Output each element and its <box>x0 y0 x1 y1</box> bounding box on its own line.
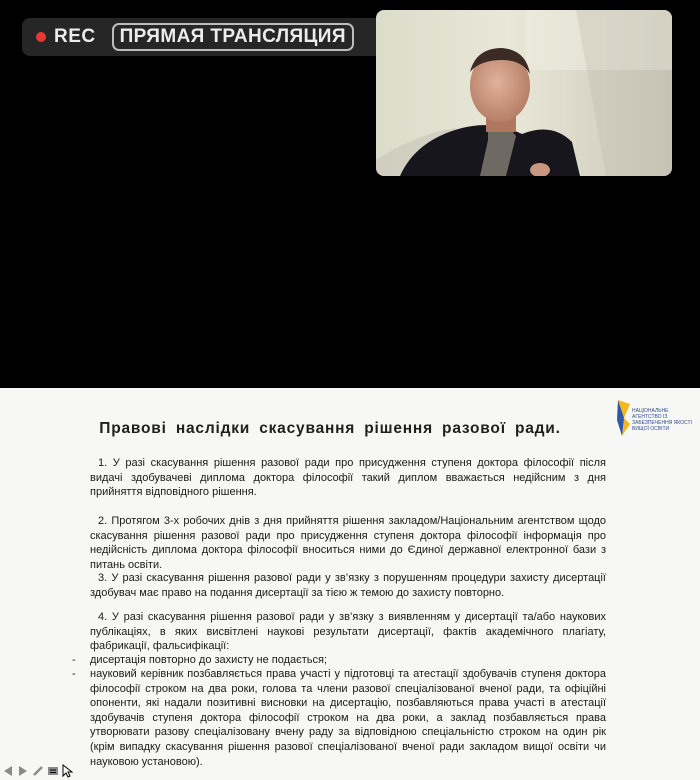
camera-feed <box>376 10 672 176</box>
menu-icon[interactable] <box>47 765 59 777</box>
slide-title: Правові наслідки скасування рішення разової ради. <box>99 420 561 437</box>
bullet-marker: - <box>72 668 76 680</box>
paragraph-text: 1. У разі скасування рішення разової ради про присудження ступеня доктора філософії після видачі здобувачеві диплома доктора філософії такий диплом вважається недійсним з дня прийняття відповідного рішення. <box>90 457 606 499</box>
slide-paragraph-1 <box>90 456 606 500</box>
slide-paragraph-4 <box>90 610 606 654</box>
pointer-icon[interactable] <box>62 764 74 778</box>
paragraph-text: 2. Протягом 3-х робочих днів з дня прийняття рішення закладом/Національним агентством щодо скасування рішення разової ради про присудження ступеня доктора філософії інформація про недійсність диплома доктора філософії вноситься ними до Єдиної державної електронної бази з питань освіти. <box>90 515 606 571</box>
presentation-slide <box>0 388 700 780</box>
slide-bullet-1 <box>72 653 606 668</box>
bullet-marker: - <box>72 654 76 666</box>
pen-icon[interactable] <box>32 765 44 777</box>
arrow-right-icon[interactable] <box>17 765 29 777</box>
agency-logo-text: НАЦІОНАЛЬНЕ АГЕНТСТВО ІЗ ЗАБЕЗПЕЧЕННЯ ЯКОСТІ ВИЩОЇ ОСВІТИ <box>632 408 692 432</box>
bullet-text: дисертація повторно до захисту не подається; <box>90 654 328 666</box>
live-broadcast-badge: ПРЯМАЯ ТРАНСЛЯЦИЯ <box>112 23 354 51</box>
record-indicator-icon <box>36 32 46 42</box>
arrow-left-icon[interactable] <box>2 765 14 777</box>
slide-bullet-2 <box>72 667 606 769</box>
slideshow-toolbar <box>2 764 74 778</box>
speaker-video <box>376 10 672 176</box>
rec-label: REC <box>54 26 96 47</box>
stream-overlay-bar <box>22 18 404 56</box>
slide-paragraph-2 <box>90 514 606 572</box>
paragraph-text: 4. У разі скасування рішення разової ради у зв’язку з виявленням у дисертації та/або наукових публікаціях, в яких висвітлені наукові результати дисертації, фактів академічного плагіату, фабрикації, фальсифікації: <box>90 611 606 653</box>
paragraph-text: 3. У разі скасування рішення разової ради у зв’язку з порушенням процедури захисту дисертації здобувач має право на подання дисертації за тією ж темою до захисту повторно. <box>90 572 606 599</box>
bullet-text: науковий керівник позбавляється права участі у підготовці та атестації здобувачів ступеня доктора філософії строком на два роки, голова та члени разової спеціалізованої вченої ради, та офіційні опоненти, які надали позитивні висновки на дисертацію, позбавляються права участі в атестації здобувачів ступеня доктора філософії строком на два роки, а заклад позбавляється права утворювати разову спеціалізовану вчену раду за відповідною спеціальністю строком на один рік (крім випадку скасування рішення разової спеціалізованої вченої ради закладом вищої освіти чи науковою установою). <box>90 668 606 768</box>
slide-paragraph-3 <box>90 571 606 600</box>
